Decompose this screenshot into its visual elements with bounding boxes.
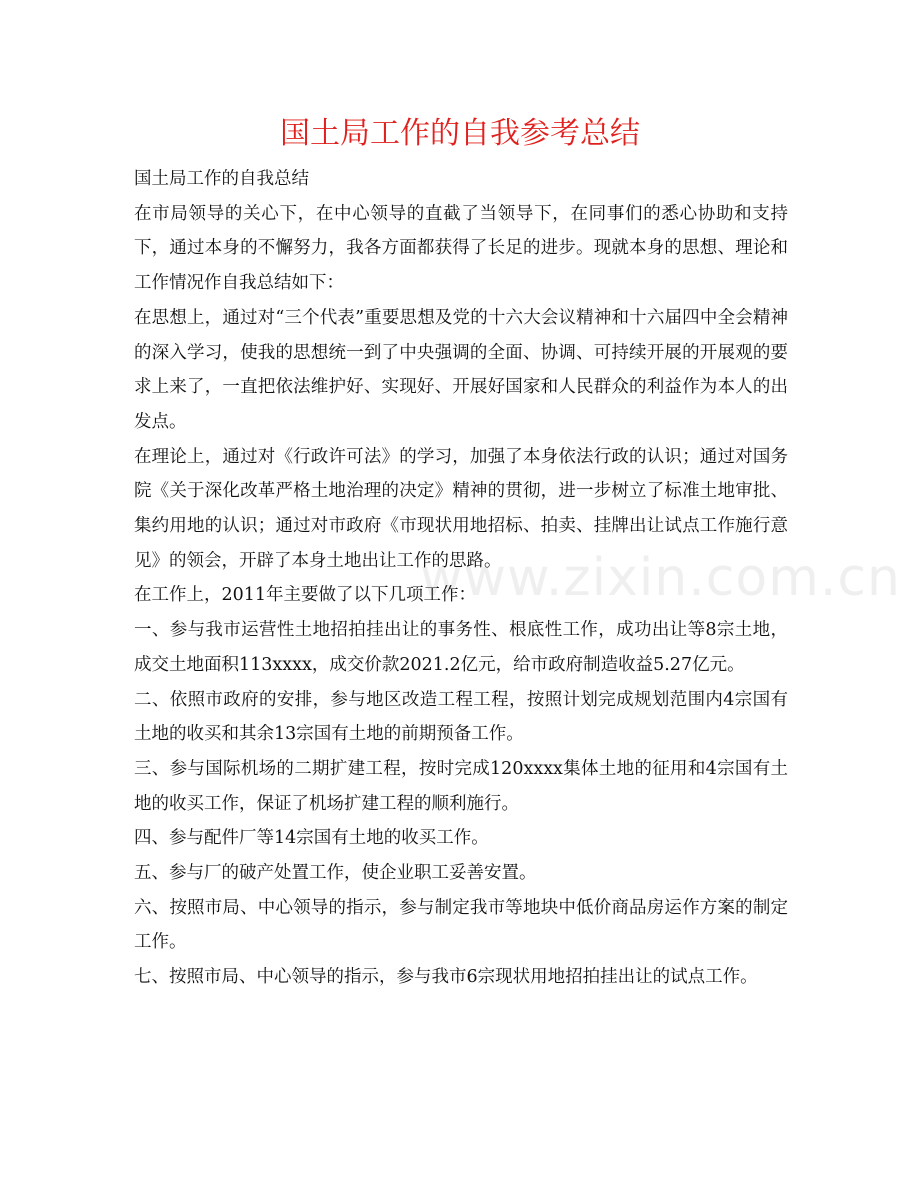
list-item: 二、依照市政府的安排，参与地区改造工程工程，按照计划完成规划范围内4宗国有土地的收买和其余13宗国有土地的前期预备工作。: [134, 689, 788, 745]
list-item: 三、参与国际机场的二期扩建工程，按时完成120xxxx集体土地的征用和4宗国有土地的收买工作，保证了机场扩建工程的顺利施行。: [134, 758, 788, 814]
paragraph: 在工作上，2011年主要做了以下几项工作：: [134, 585, 477, 606]
paragraph: 在市局领导的关心下，在中心领导的直截了当领导下，在同事们的悉心协助和支持下，通过本身的不懈努力，我各方面都获得了长足的进步。现就本身的思想、理论和工作情况作自我总结如下：: [134, 203, 788, 294]
list-item: 四、参与配件厂等14宗国有土地的收买工作。: [134, 828, 489, 849]
paragraph: 在理论上，通过对《行政许可法》的学习，加强了本身依法行政的认识；通过对国务院《关于深化改革严格土地治理的决定》精神的贯彻，进一步树立了标准土地审批、集约用地的认识；通过对市政府《市现状用地招标、拍卖、挂牌出让试点工作施行意见》的领会，开辟了本身土地出让工作的思路。: [134, 446, 788, 571]
document-title: 国土局工作的自我参考总结: [280, 116, 640, 151]
list-item: 六、按照市局、中心领导的指示，参与制定我市等地块中低价商品房运作方案的制定工作。: [134, 897, 788, 953]
document-body: [134, 162, 788, 995]
list-item: 一、参与我市运营性土地招拍挂出让的事务性、根底性工作，成功出让等8宗土地，成交土地面积113xxxx，成交价款2021.2亿元，给市政府制造收益5.27亿元。: [134, 620, 788, 675]
document-subtitle: 国土局工作的自我总结: [134, 169, 309, 189]
paragraph: 在思想上，通过对“三个代表”重要思想及党的十六大会议精神和十六届四中全会精神的深入学习，使我的思想统一到了中央强调的全面、协调、可持续开展的开展观的要求上来了，一直把依法维护好、实现好、开展好国家和人民群众的利益作为本人的出发点。: [134, 307, 788, 432]
list-item: 五、参与厂的破产处置工作，使企业职工妥善安置。: [134, 863, 537, 884]
list-item: 七、按照市局、中心领导的指示，参与我市6宗现状用地招拍挂出让的试点工作。: [134, 967, 758, 988]
watermark: www.zixin.com.cn: [420, 548, 901, 608]
